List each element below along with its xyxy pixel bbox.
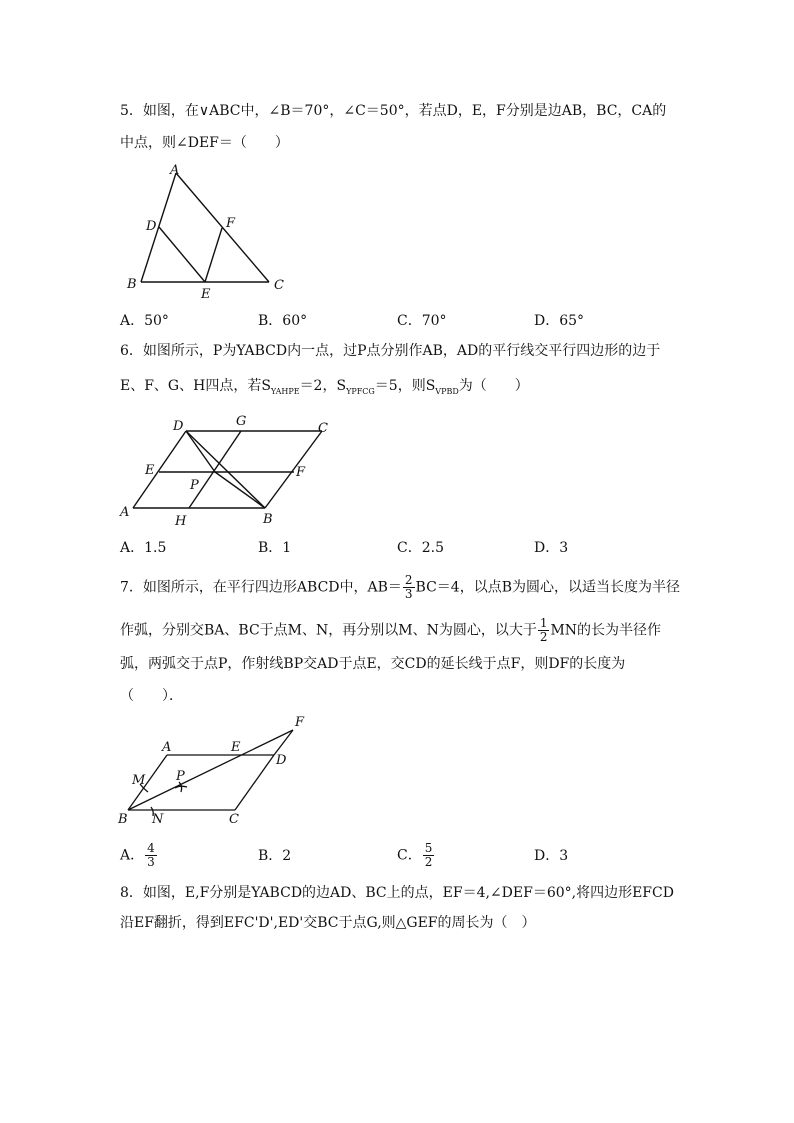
q6-line1: 6．如图所示，P为YABCD内一点，过P点分别作AB，AD的平行线交平行四边形的边于 <box>120 343 661 359</box>
q7-option-a[interactable]: A． $\frac{4}{3}$ <box>120 841 155 869</box>
q7-label-N: N <box>152 812 164 827</box>
q7-line1: 7．如图所示，在平行四边形ABCD中，AB＝ $\frac{2}{3}$ BC＝4，以点B为圆心，以适当长度为半径 <box>120 573 681 601</box>
q7-line3: 弧，两弧交于点P，作射线BP交AD于点E，交CD的延长线于点F，则DF的长度为 <box>120 656 626 672</box>
q6-option-a[interactable]: A．1.5 <box>120 540 167 556</box>
q7-line2: 作弧，分别交BA、BC于点M、N，再分别以M、N为圆心，以大于 $\frac{1}{2}$ MN的长为半径作 <box>120 616 662 644</box>
q5-label-B: B <box>127 277 137 292</box>
q6-label-F: F <box>296 465 306 480</box>
q6-label-H: H <box>175 514 187 529</box>
q6-label-D: D <box>173 419 184 434</box>
q7-line4: （ ）． <box>120 688 183 704</box>
q5-label-E: E <box>201 287 211 300</box>
q7-label-C: C <box>229 812 239 827</box>
q7-fraction-two-thirds: $\frac{2}{3}$ <box>404 573 413 601</box>
q5-line1: 5．如图，在∨ABC中，∠B＝70°，∠C＝50°，若点D，E，F分别是边AB，BC，CA的 <box>120 103 667 119</box>
q7-label-P: P <box>176 769 185 784</box>
q5-option-d[interactable]: D．65° <box>534 313 585 329</box>
q7-option-c[interactable]: C． $\frac{5}{2}$ <box>397 841 433 869</box>
q5-option-b[interactable]: B．60° <box>258 313 308 329</box>
q6-line2: E、F、G、H四点，若$S_{YAHPE}=2$，$S_{YPFCG}=5$，则$S_{VPBD}$为（ ） <box>120 378 529 396</box>
q7-parallelogram-figure <box>113 712 313 827</box>
q6-parallelogram-figure <box>115 408 345 533</box>
q7-option-d[interactable]: D．3 <box>534 848 569 864</box>
q7-label-E: E <box>231 740 241 755</box>
q6-label-B: B <box>263 512 273 527</box>
q5-label-F: F <box>226 216 236 231</box>
q6-label-P: P <box>190 478 199 493</box>
q5-line2: 中点，则∠DEF＝（ ） <box>120 135 289 151</box>
q7-option-b[interactable]: B．2 <box>258 848 292 864</box>
q6-label-A: A <box>120 505 130 520</box>
q7-label-M: M <box>132 773 146 788</box>
q8-line2: 沿EF翻折，得到EFC'D',ED'交BC于点G,则△GEF的周长为（ ） <box>120 915 536 931</box>
q7-label-B: B <box>118 812 128 827</box>
q7-label-D: D <box>276 753 287 768</box>
q7-fraction-one-half: $\frac{1}{2}$ <box>539 616 548 644</box>
q6-option-b[interactable]: B．1 <box>258 540 292 556</box>
q5-label-C: C <box>274 278 284 293</box>
q5-label-D: D <box>146 219 157 234</box>
q5-label-A: A <box>170 163 180 178</box>
q6-label-G: G <box>236 414 247 429</box>
q8-line1: 8．如图，E,F分别是YABCD的边AD、BC上的点，EF＝4,∠DEF＝60°,将四边形EFCD <box>120 885 674 901</box>
q7-label-A: A <box>162 740 172 755</box>
q6-label-E: E <box>145 463 155 478</box>
q5-option-c[interactable]: C．70° <box>397 313 447 329</box>
q6-option-d[interactable]: D．3 <box>534 540 569 556</box>
q5-triangle-figure <box>118 160 298 300</box>
q5-option-a[interactable]: A．50° <box>120 313 169 329</box>
q6-label-C: C <box>318 421 328 436</box>
q6-option-c[interactable]: C．2.5 <box>397 540 444 556</box>
q7-label-F: F <box>295 715 305 730</box>
